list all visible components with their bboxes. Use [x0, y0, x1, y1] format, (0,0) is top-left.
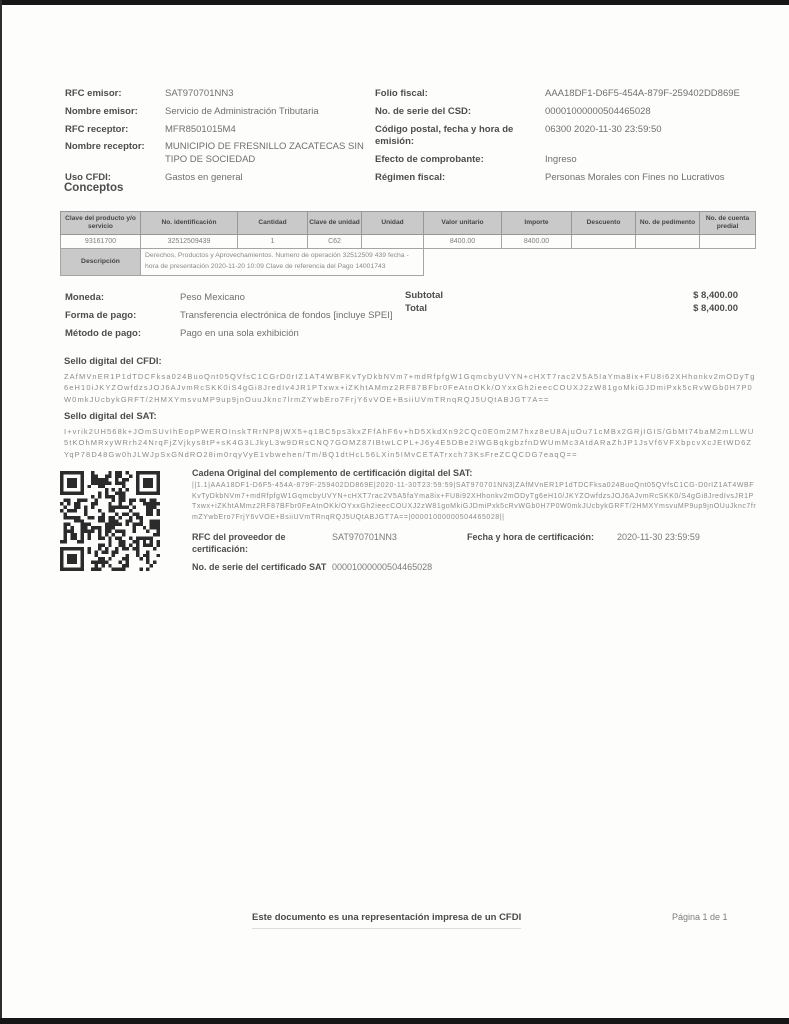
- info-value: Transferencia electrónica de fondos [incluye SPEI]: [180, 309, 393, 321]
- scan-edge-bottom: [0, 1018, 789, 1024]
- table-cell: 93161700: [61, 235, 141, 249]
- table-cell: [362, 235, 424, 249]
- info-row-regimen-fiscal: [375, 172, 757, 185]
- header-info: [65, 88, 757, 190]
- payment-row-metodo-pago: [65, 328, 410, 341]
- column-header: Descuento: [572, 212, 636, 235]
- fecha-certificacion-label: Fecha y hora de certificación:: [467, 532, 595, 542]
- cadena-original-section: [192, 468, 758, 581]
- table-cell: C62: [308, 235, 362, 249]
- total-label: Total: [405, 303, 427, 314]
- sello-cfdi-section: [64, 356, 758, 405]
- info-value: MFR8501015M4: [165, 123, 236, 135]
- info-row-rfc-emisor: [65, 88, 375, 101]
- header-info-left-column: [65, 88, 375, 190]
- info-label: Método de pago:: [65, 327, 141, 339]
- column-header: Clave de unidad: [308, 212, 362, 235]
- sello-cfdi-label: Sello digital del CFDI:: [64, 356, 162, 367]
- info-label: RFC receptor:: [65, 123, 129, 135]
- concepto-data-row: [61, 235, 756, 249]
- info-label: Folio fiscal:: [375, 88, 428, 99]
- info-value: Gastos en general: [165, 172, 243, 184]
- info-label: Nombre receptor:: [65, 141, 145, 153]
- rfc-proveedor-value: SAT970701NN3: [332, 532, 397, 542]
- info-row-folio-fiscal: [375, 88, 757, 101]
- payment-info: [65, 292, 410, 345]
- qr-code: [60, 471, 160, 571]
- payment-row-forma-pago: [65, 310, 410, 323]
- info-row-serie-csd: [375, 106, 757, 119]
- table-header-row: [61, 212, 756, 235]
- total-row: [405, 303, 738, 314]
- column-header: Valor unitario: [424, 212, 502, 235]
- cadena-original-label: Cadena Original del complemento de certificación digital del SAT:: [192, 468, 473, 478]
- column-header: Importe: [502, 212, 572, 235]
- footer-note: Este documento es una representación impresa de un CFDI: [252, 912, 521, 929]
- column-header: No. de cuenta predial: [700, 212, 756, 235]
- info-value: Servicio de Administración Tributaria: [165, 105, 319, 117]
- fecha-certificacion-value: 2020-11-30 23:59:59: [617, 532, 700, 542]
- info-value: 00001000000504465028: [545, 105, 651, 117]
- column-header: No. identificación: [141, 212, 238, 235]
- info-row-nombre-emisor: [65, 106, 375, 119]
- sello-cfdi-value: ZAfMVnER1P1dTDCFksa024BuoQnt05QVfsC1CGrD0rIZ1AT4WBFKvTyDkbNVm7+mdRfpfgW1GqmcbyUVYN+cHXT7rac2V5A5IaYma8ix+FU8i62XHhonkv2mODyTg6eH10iJKYZOwfdzsJOJ6AJvmRcSKK0iS4gGi8JredIv4JR1PTxwx+iZKhtAMmz2RF87BFbr0FeAtnOKk/OYxxGh2ieecCOUXJ2zW81goMkiGJDmiPxk5cRvWGb0H7P0W0mkJUcbykGRFT/2HMXYmsvuMP9up9jnOuuJknc7lrmZYwbEro7FrjY6vVOE+BsiiUVmTRnqRQJ5UQtABJGT7A==: [64, 372, 756, 404]
- info-value: MUNICIPIO DE FRESNILLO ZACATECAS SIN TIPO DE SOCIEDAD: [165, 141, 364, 166]
- table-cell: [572, 235, 636, 249]
- serie-certificado-sat-value: 00001000000504465028: [332, 562, 433, 573]
- info-label: Uso CFDI:: [65, 172, 111, 184]
- subtotal-value: $ 8,400.00: [693, 290, 738, 301]
- certification-row-2: [192, 562, 758, 574]
- info-label: Código postal, fecha y hora de emisión:: [375, 123, 514, 148]
- sello-sat-value: I+vrik2UH568k+JOmSUvIhEopPWEROInskTRrNP8jWX5+q1BC5ps3kxZFfAhF6v+hD5XkdXn92CQc0E0m2M7hxz8eU8AjuOu71cMBx2GRjIGIS/GbMt74baM2mLLWU5tKOhMRxyWRrh24NrqFjZVjkys8tP+sK4G3LJkyL3w9DRsCNQ7GOMZ87IBtwLCPL+J6y4E5DBe2IWGBqkgbzfnDWUmMc3AtdARaZhJP1JsVf6VFXbpcvXcJEtWD6ZYqP78D48Gw0hJLWJpSxGNdRO28im0rqyVyE1vbwehen/Tm/BQ1dtHcL56LXin5IMvCETATrxch73KsFreZCQCDG7eaqQ==: [64, 427, 755, 459]
- subtotal-row: [405, 290, 738, 301]
- column-header: No. de pedimento: [636, 212, 700, 235]
- cadena-original-value: ||1.1|AAA18DF1-D6F5-454A-879F-259402DD869E|2020-11-30T23:59:59|SAT970701NN3|ZAfMVnER1P1dTDCFksa024BuoQnt05QVfsC1CG-D0rIZ1AT4WBFKvTyDkbNVm7+mdRfpfgW1GqmcbyUVYN+cHXT7rac2V5A5faYma8ix+FU8i92XHhonkv2mODyTg6eH10/JKYZOwfdzsJOJ6AJvmRcSKK0/S4gGi8JredIvsJR1PTxwx+iZKhtAMmz2RF87BFbr0FeAtnOKk/OYxxGh2ieecCOUXJ2zW81goMkiGJDmiPxk5cRvWGb0H7P0W0mkJUcbykGRFT/2HMXYmsvuMP9up9jnOUuJknc7frmZYwbEro7FrjY6vVOE+BsiiUVmTRnqRQJ5UQtABJGT7A==|00001000000504465028||: [192, 482, 757, 521]
- certification-row-1: [192, 532, 758, 555]
- info-value: Peso Mexicano: [180, 292, 245, 303]
- conceptos-table: [60, 211, 756, 276]
- info-row-nombre-receptor: [65, 141, 375, 167]
- payment-row-moneda: [65, 292, 410, 305]
- rfc-proveedor-label: RFC del proveedor de certificación:: [192, 532, 286, 554]
- sello-sat-section: [64, 411, 758, 460]
- subtotal-label: Subtotal: [405, 290, 443, 301]
- info-value: 06300 2020-11-30 23:59:50: [545, 123, 662, 135]
- column-header: Cantidad: [238, 212, 308, 235]
- descripcion-label: Descripción: [61, 249, 141, 275]
- conceptos-heading: Conceptos: [64, 182, 124, 194]
- descripcion-text: Derechos, Productos y Aprovechamientos. Numero de operación 32512509 439 fecha - hora de presentación 2020-11-20 10:09 Clave de referencia del Pago 14001743: [141, 249, 424, 275]
- info-label: No. de serie del CSD:: [375, 105, 472, 117]
- column-header: Clave del producto y/o servicio: [61, 212, 141, 235]
- info-label: Moneda:: [65, 292, 105, 303]
- table-cell: 1: [238, 235, 308, 249]
- info-label: RFC emisor:: [65, 88, 122, 99]
- info-value: Personas Morales con Fines no Lucrativos: [545, 172, 725, 184]
- info-label: Régimen fiscal:: [375, 172, 446, 184]
- scan-edge-top: [0, 0, 789, 5]
- table-cell: 32512509439: [141, 235, 238, 249]
- info-row-rfc-receptor: [65, 124, 375, 137]
- serie-certificado-sat-label: No. de serie del certificado SAT: [192, 562, 327, 573]
- info-row-efecto-comprobante: [375, 154, 757, 167]
- table-cell: [636, 235, 700, 249]
- info-value: Ingreso: [545, 154, 577, 166]
- info-label: Forma de pago:: [65, 309, 137, 321]
- column-header: Unidad: [362, 212, 424, 235]
- info-value: Pago en una sola exhibición: [180, 327, 299, 339]
- info-row-codigo-postal-fecha: [375, 124, 757, 150]
- header-info-right-column: [375, 88, 757, 190]
- empty-cell: [424, 249, 756, 275]
- scan-edge-left: [0, 0, 2, 1024]
- totals-block: [405, 290, 738, 316]
- info-value: SAT970701NN3: [165, 88, 234, 99]
- sello-sat-label: Sello digital del SAT:: [64, 411, 157, 422]
- info-label: Efecto de comprobante:: [375, 154, 484, 166]
- table-cell: 8400.00: [502, 235, 572, 249]
- descripcion-row: [61, 249, 756, 275]
- info-value: AAA18DF1-D6F5-454A-879F-259402DD869E: [545, 88, 740, 99]
- page-indicator: Página 1 de 1: [672, 912, 728, 922]
- table-cell: 8400.00: [424, 235, 502, 249]
- table-cell: [700, 235, 756, 249]
- info-label: Nombre emisor:: [65, 105, 138, 117]
- total-value: $ 8,400.00: [693, 303, 738, 314]
